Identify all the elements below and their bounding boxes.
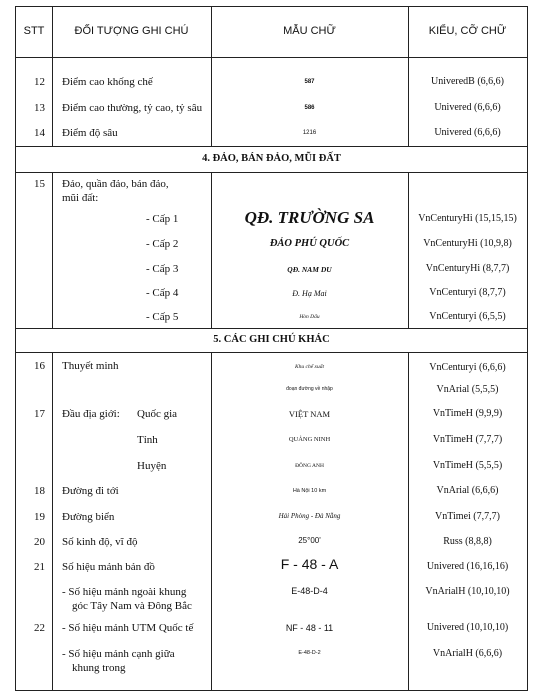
col-rule-sample bbox=[408, 172, 409, 328]
section5-top-rule bbox=[16, 328, 527, 329]
stt-12: 12 bbox=[34, 76, 45, 88]
stt-18: 18 bbox=[34, 485, 45, 497]
sample-17-national: VIỆT NAM bbox=[288, 409, 331, 419]
level-2-sample: ĐẢO PHÚ QUỐC bbox=[269, 238, 350, 249]
level-2-style: VnCenturyHi (10,9,8) bbox=[423, 238, 512, 249]
object-14: Điểm độ sâu bbox=[62, 127, 118, 139]
style-16b: VnArial (5,5,5) bbox=[436, 384, 499, 395]
style-21b: VnArialH (10,10,10) bbox=[425, 586, 510, 597]
level-3-style: VnCenturyHi (8,7,7) bbox=[425, 263, 510, 274]
style-17-province: VnTimeH (7,7,7) bbox=[432, 434, 503, 445]
header-style: KIỂU, CỠ CHỮ bbox=[428, 25, 507, 37]
style-17-national: VnTimeH (9,9,9) bbox=[432, 408, 503, 419]
stt-14: 14 bbox=[34, 127, 45, 139]
style-17-district: VnTimeH (5,5,5) bbox=[432, 460, 503, 471]
sample-16b: đoạn đường về nhập bbox=[286, 386, 333, 392]
style-22b: VnArialH (6,6,6) bbox=[432, 648, 503, 659]
stt-22: 22 bbox=[34, 622, 45, 634]
level-3-sample: QĐ. NAM DU bbox=[287, 265, 332, 274]
style-12: UniveredB (6,6,6) bbox=[430, 76, 505, 87]
stt-17: 17 bbox=[34, 408, 45, 420]
level-1-style: VnCenturyHi (15,15,15) bbox=[418, 213, 517, 224]
section4-bottom-rule bbox=[16, 172, 527, 173]
style-22: Univered (10,10,10) bbox=[426, 622, 509, 633]
sample-21: F - 48 - A bbox=[280, 556, 339, 572]
stt-20: 20 bbox=[34, 536, 45, 548]
object-16: Thuyết minh bbox=[62, 360, 119, 372]
col-rule-stt bbox=[52, 172, 53, 328]
section4-top-rule bbox=[16, 146, 527, 147]
object-21b-line1: - Số hiệu mảnh ngoài khung bbox=[62, 586, 187, 598]
style-14: Univered (6,6,6) bbox=[434, 127, 501, 138]
object-12: Điểm cao khống chế bbox=[62, 76, 153, 88]
level-2-label: - Cấp 2 bbox=[146, 238, 179, 250]
stt-19: 19 bbox=[34, 511, 45, 523]
level-5-sample: Hòn Dấu bbox=[299, 314, 320, 320]
sample-14: 1216 bbox=[302, 130, 317, 136]
stt-16: 16 bbox=[34, 360, 45, 372]
stt-21: 21 bbox=[34, 561, 45, 573]
style-13: Univered (6,6,6) bbox=[434, 102, 501, 113]
level-1-label: - Cấp 1 bbox=[146, 213, 179, 225]
sample-21b: E-48-D-4 bbox=[291, 586, 328, 596]
object-17: Đầu địa giới: bbox=[62, 408, 120, 420]
level-5-style: VnCenturyi (6,5,5) bbox=[429, 311, 506, 322]
level-4-sample: Đ. Hạ Mai bbox=[292, 289, 327, 298]
stt-15: 15 bbox=[34, 178, 45, 190]
boundary-label-province: Tỉnh bbox=[137, 434, 158, 446]
col-rule-object bbox=[211, 352, 212, 690]
object-22: - Số hiệu mảnh UTM Quốc tế bbox=[62, 622, 194, 634]
object-21b-line2: góc Tây Nam và Đông Bắc bbox=[72, 600, 192, 612]
sample-12: 587 bbox=[304, 79, 315, 85]
header-sample: MẪU CHỮ bbox=[283, 25, 336, 37]
sample-16a: Khu chế xuất bbox=[294, 364, 325, 370]
object-22b-line1: - Số hiệu mảnh cạnh giữa bbox=[62, 648, 175, 660]
level-5-label: - Cấp 5 bbox=[146, 311, 179, 323]
style-21: Univered (16,16,16) bbox=[426, 561, 509, 572]
stt-13: 13 bbox=[34, 102, 45, 114]
sample-18: Hà Nội 10 km bbox=[292, 488, 327, 494]
section5-title: 5. CÁC GHI CHÚ KHÁC bbox=[213, 334, 330, 345]
sample-17-province: QUẢNG NINH bbox=[288, 436, 331, 443]
level-1-sample: QĐ. TRƯỜNG SA bbox=[244, 208, 375, 227]
table-top-border bbox=[16, 6, 527, 7]
style-19: VnTimei (7,7,7) bbox=[435, 511, 500, 522]
boundary-label-national: Quốc gia bbox=[137, 408, 178, 420]
level-3-label: - Cấp 3 bbox=[146, 263, 179, 275]
style-20: Russ (8,8,8) bbox=[443, 536, 492, 547]
symbol-table bbox=[15, 6, 528, 691]
object-13: Điểm cao thường, tỷ cao, tỷ sâu bbox=[62, 102, 203, 114]
sample-20: 25°00' bbox=[298, 536, 321, 545]
col-rule-stt bbox=[52, 352, 53, 690]
header-stt: STT bbox=[23, 25, 45, 37]
header-bottom-rule bbox=[16, 57, 527, 58]
object-20: Số kinh độ, vĩ độ bbox=[62, 536, 138, 548]
sample-13: 586 bbox=[304, 105, 315, 111]
section5-bottom-rule bbox=[16, 352, 527, 353]
level-4-style: VnCenturyi (8,7,7) bbox=[429, 287, 506, 298]
object-15-line2: mũi đất: bbox=[62, 192, 99, 204]
boundary-label-district: Huyện bbox=[137, 460, 167, 472]
header-object: ĐỐI TƯỢNG GHI CHÚ bbox=[74, 25, 189, 37]
sample-22: NF - 48 - 11 bbox=[285, 623, 334, 633]
sample-19: Hải Phòng - Đà Nẵng bbox=[278, 512, 341, 520]
level-4-label: - Cấp 4 bbox=[146, 287, 179, 299]
object-18: Đường đi tới bbox=[62, 485, 119, 497]
section4-title: 4. ĐẢO, BÁN ĐẢO, MŨI ĐẤT bbox=[202, 153, 341, 164]
sample-17-district: ĐÔNG ANH bbox=[295, 463, 324, 469]
style-16a: VnCenturyi (6,6,6) bbox=[429, 362, 506, 373]
object-22b-line2: khung trong bbox=[72, 662, 126, 674]
object-21: Số hiệu mảnh bản đồ bbox=[62, 561, 155, 573]
object-15-line1: Đảo, quần đảo, bán đảo, bbox=[62, 178, 169, 190]
sample-22b: E-48-D-2 bbox=[298, 650, 321, 656]
object-19: Đường biển bbox=[62, 511, 115, 523]
style-18: VnArial (6,6,6) bbox=[436, 485, 499, 496]
